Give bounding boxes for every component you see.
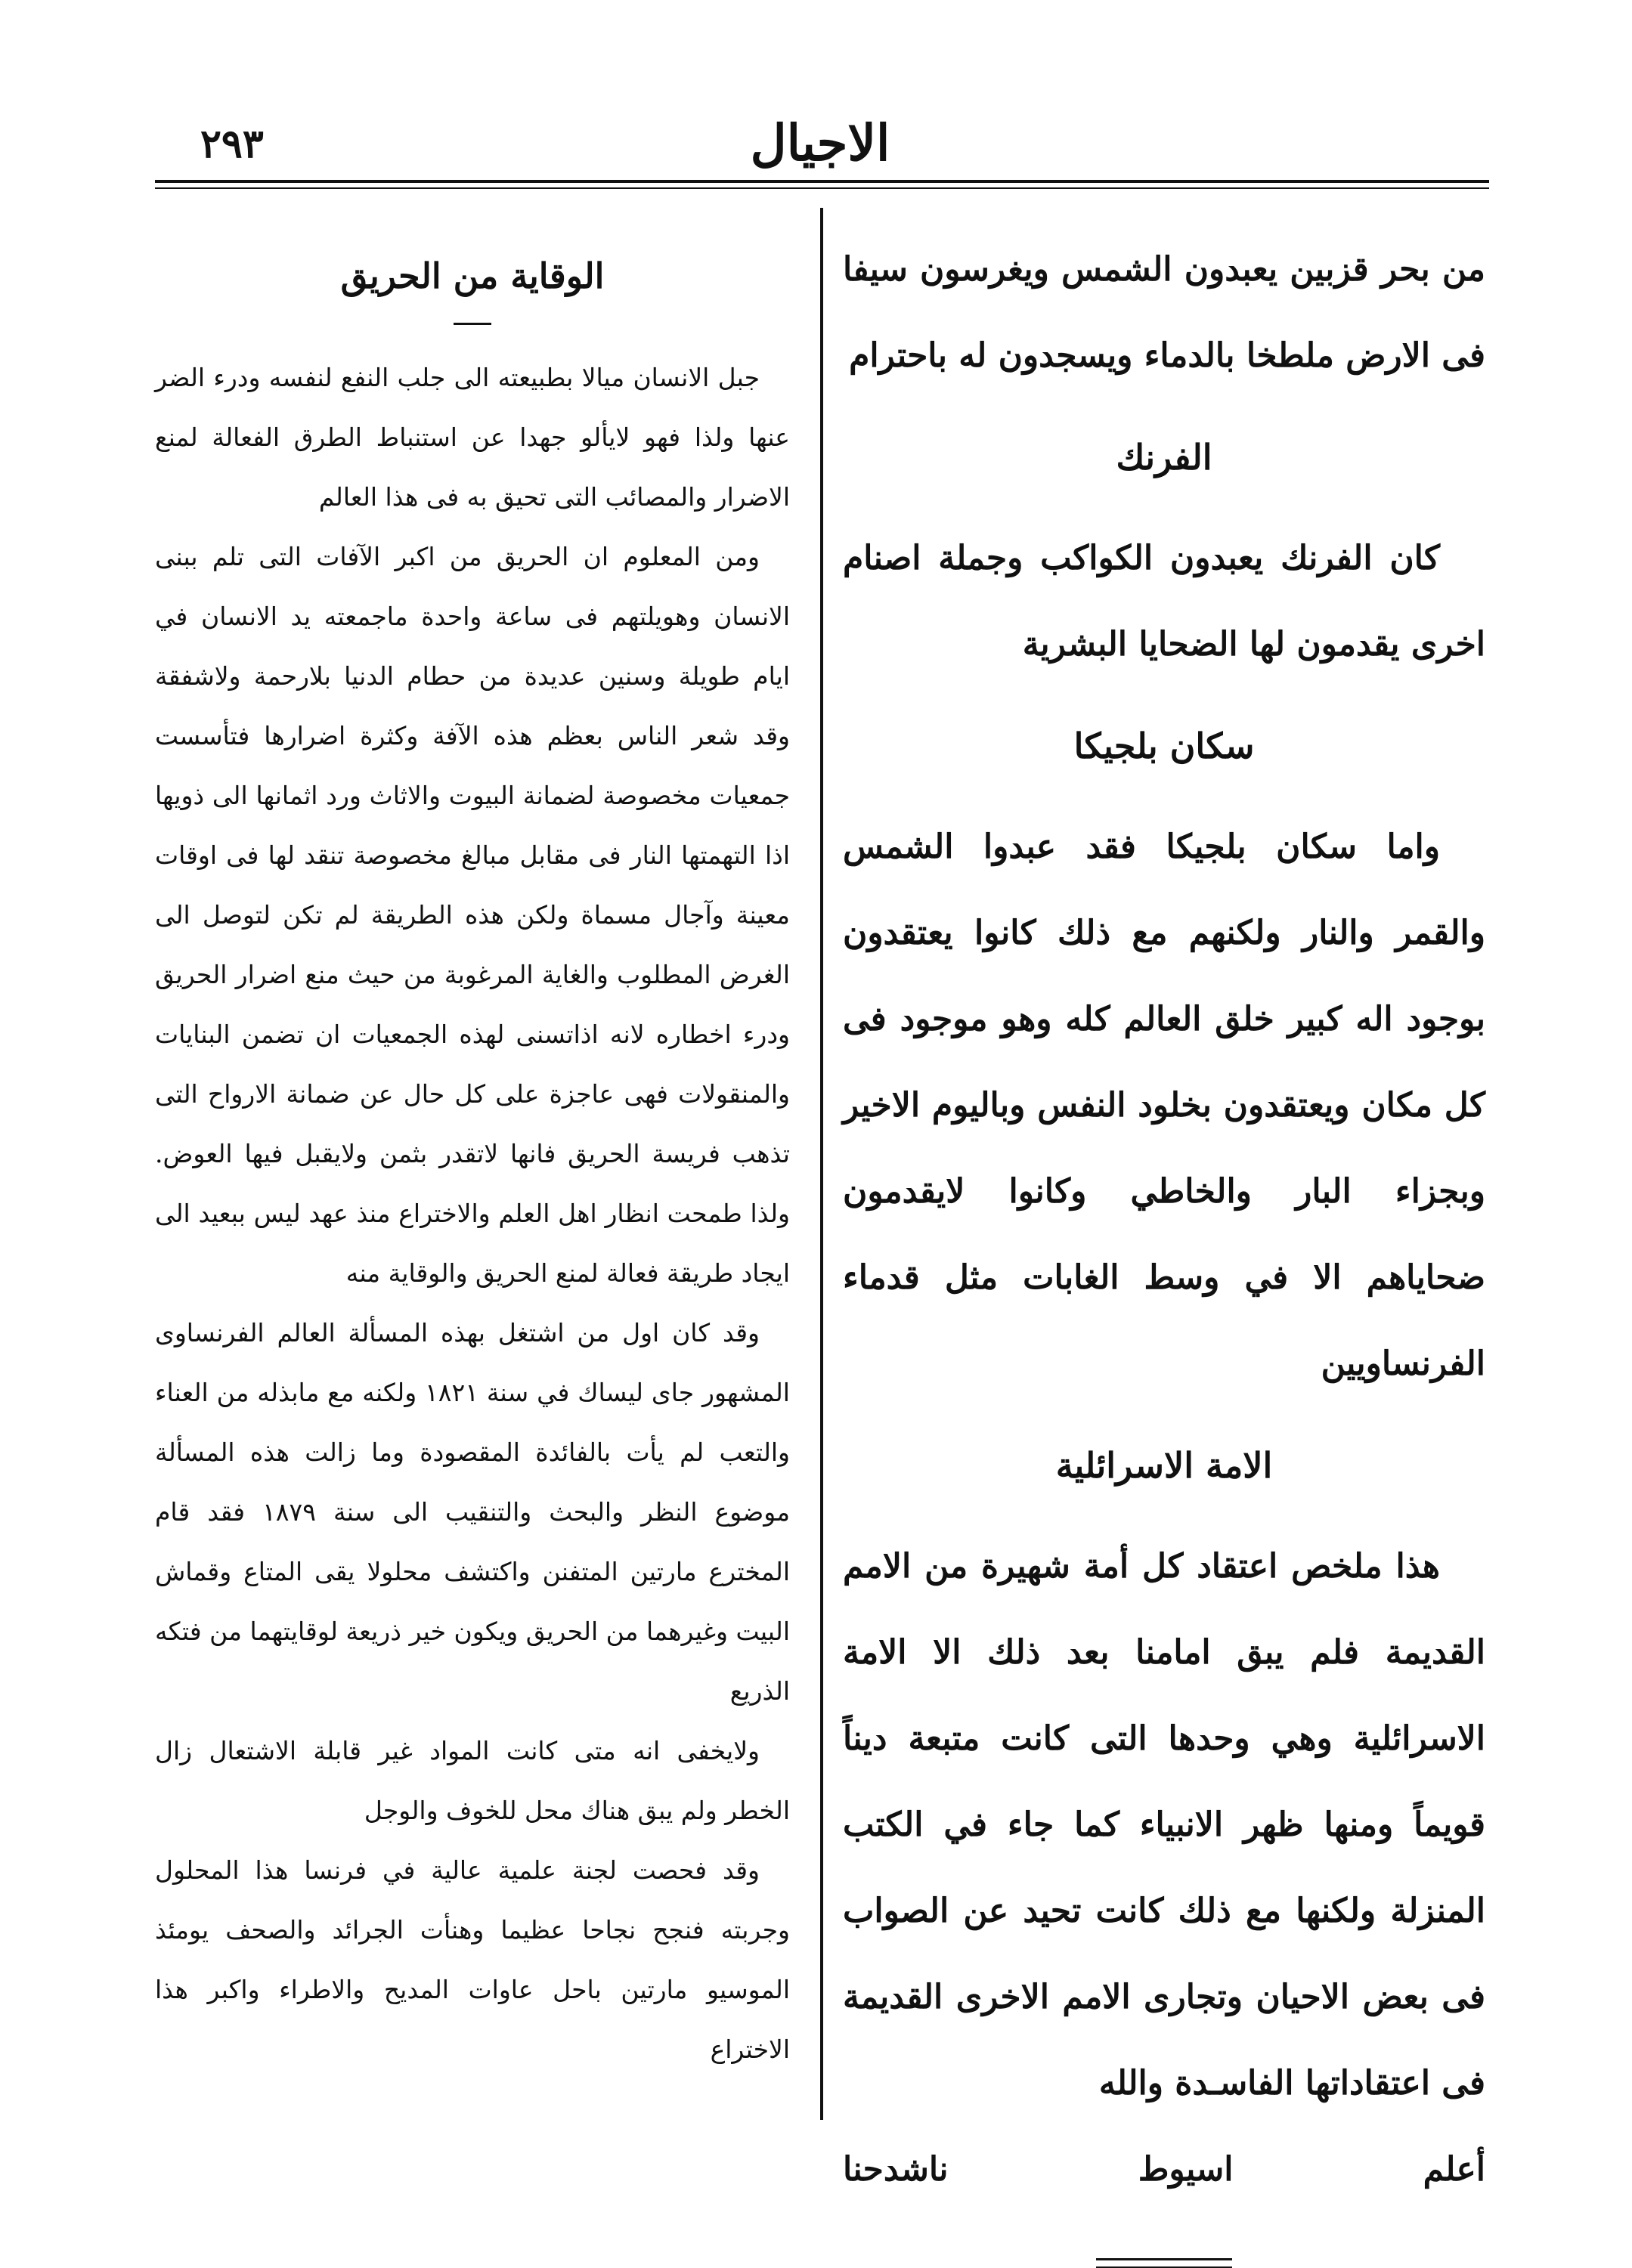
right-intro-paragraph: من بحر قزبين يعبدون الشمس ويغرسون سيفا فى الارض ملطخا بالدماء ويسجدون له باحترام [843,250,1485,375]
signature-line [843,2127,1485,2213]
article-paragraph: ولايخفى انه متى كانت المواد غير قابلة الاشتعال زال الخطر ولم يبق هناك محل للخوف والوجل [155,1736,790,1825]
heading-israelite-nation: الامة الاسرائلية [1055,1445,1273,1486]
paragraph-israelite-nation: هذا ملخص اعتقاد كل أمة شهيرة من الامم القديمة فلم يبق امامنا بعد ذلك الا الامة الاسرائلية وهي وحدها التى كانت متبعة ديناً قويماً ومنها ظهر الانبياء كما جاء في الكتب المنزلة ولكنها مع ذلك كانت تحيد عن الصواب فى بعض الاحيان وتجارى الامم الاخرى القديمة فى اعتقاداتها الفاسـدة والله [843,1547,1485,2102]
paragraph-belgica: واما سكان بلجيكا فقد عبدوا الشمس والقمر والنار ولكنهم مع ذلك كانوا يعتقدون بوجود اله كبير خلق العالم كله وهو موجود فى كل مكان ويعتقدون بخلود النفس وباليوم الاخير وبجزاء البار والخاطي وكانوا لايقدمون ضحاياهم الا في وسط الغابات مثل قدماء الفرنساويين [843,828,1485,1383]
running-title: الاجيال [750,113,890,172]
right-column [843,227,1485,2268]
heading-belgica: سكان بلجيكا [1073,726,1255,766]
article-title: الوقاية من الحريق [340,255,605,296]
closing-ornament [1096,2258,1232,2268]
page-number: ٢٩٣ [200,121,264,167]
signature-author: ناشدحنا [843,2150,949,2189]
signature-place: اسيوط [1138,2150,1234,2189]
title-dash [454,323,491,325]
article-paragraph: وقد كان اول من اشتغل بهذه المسألة العالم الفرنساوى المشهور جاى ليساك في سنة ١٨٢١ ولكنه مع مابذله من العناء والتعب لم يأت بالفائدة المقصودة وما زالت هذه المسألة موضوع النظر والبحث والتنقيب الى سنة ١٨٧٩ فقد قام المخترع مارتين المتفنن واكتشف محلولا يقى المتاع وقماش البيت وغيرهما من الحريق ويكون خير ذريعة لوقايتهما من فتكه الذريع [155,1318,790,1706]
heading-franks: الفرنك [1116,437,1212,478]
signature-closing: أعلم [1423,2150,1485,2189]
column-divider [820,208,823,2120]
article-paragraph: ومن المعلوم ان الحريق من اكبر الآفات التى تلم ببنى الانسان وهويلتهم فى ساعة واحدة ماجمعته يد الانسان في ايام طويلة وسنين عديدة من حطام الدنيا بلارحمة ولاشفقة وقد شعر الناس بعظم هذه الآفة وكثرة اضرارها فتأسست جمعيات مخصوصة لضمانة البيوت والاثاث ورد اثمانها الى ذويها اذا التهمتها النار فى مقابل مبالغ مخصوصة تنقد لها فى اوقات معينة وآجال مسماة ولكن هذه الطريقة لم تكن لتوصل الى الغرض المطلوب والغاية المرغوبة من حيث منع اضرار الحريق ودرء اخطاره لانه اذاتسنى لهذه الجمعيات ان تضمن البنايات والمنقولات فهى عاجزة على كل حال عن ضمانة الارواح التى تذهب فريسة الحريق فانها لاتقدر بثمن ولايقبل فيها العوض. ولذا طمحت انظار اهل العلم والاختراع منذ عهد ليس ببعيد الى ايجاد طريقة فعالة لمنع الحريق والوقاية منه [155,542,790,1288]
paragraph-franks: كان الفرنك يعبدون الكواكب وجملة اصنام اخرى يقدمون لها الضحايا البشرية [843,539,1485,664]
left-column [155,238,790,2079]
article-paragraph: وقد فحصت لجنة علمية عالية في فرنسا هذا المحلول وجربته فنجح نجاحا عظيما وهنأت الجرائد والصحف يومئذ الموسيو مارتين باحل عاوات المديح والاطراء واكبر هذا الاختراع [155,1855,790,2064]
page-header [155,106,1485,174]
article-paragraph: جبل الانسان ميالا بطبيعته الى جلب النفع لنفسه ودرء الضر عنها ولذا فهو لايألو جهدا عن استنباط الطرق الفعالة لمنع الاضرار والمصائب التى تحيق به فى هذا العالم [155,363,790,512]
header-rule [155,180,1489,189]
